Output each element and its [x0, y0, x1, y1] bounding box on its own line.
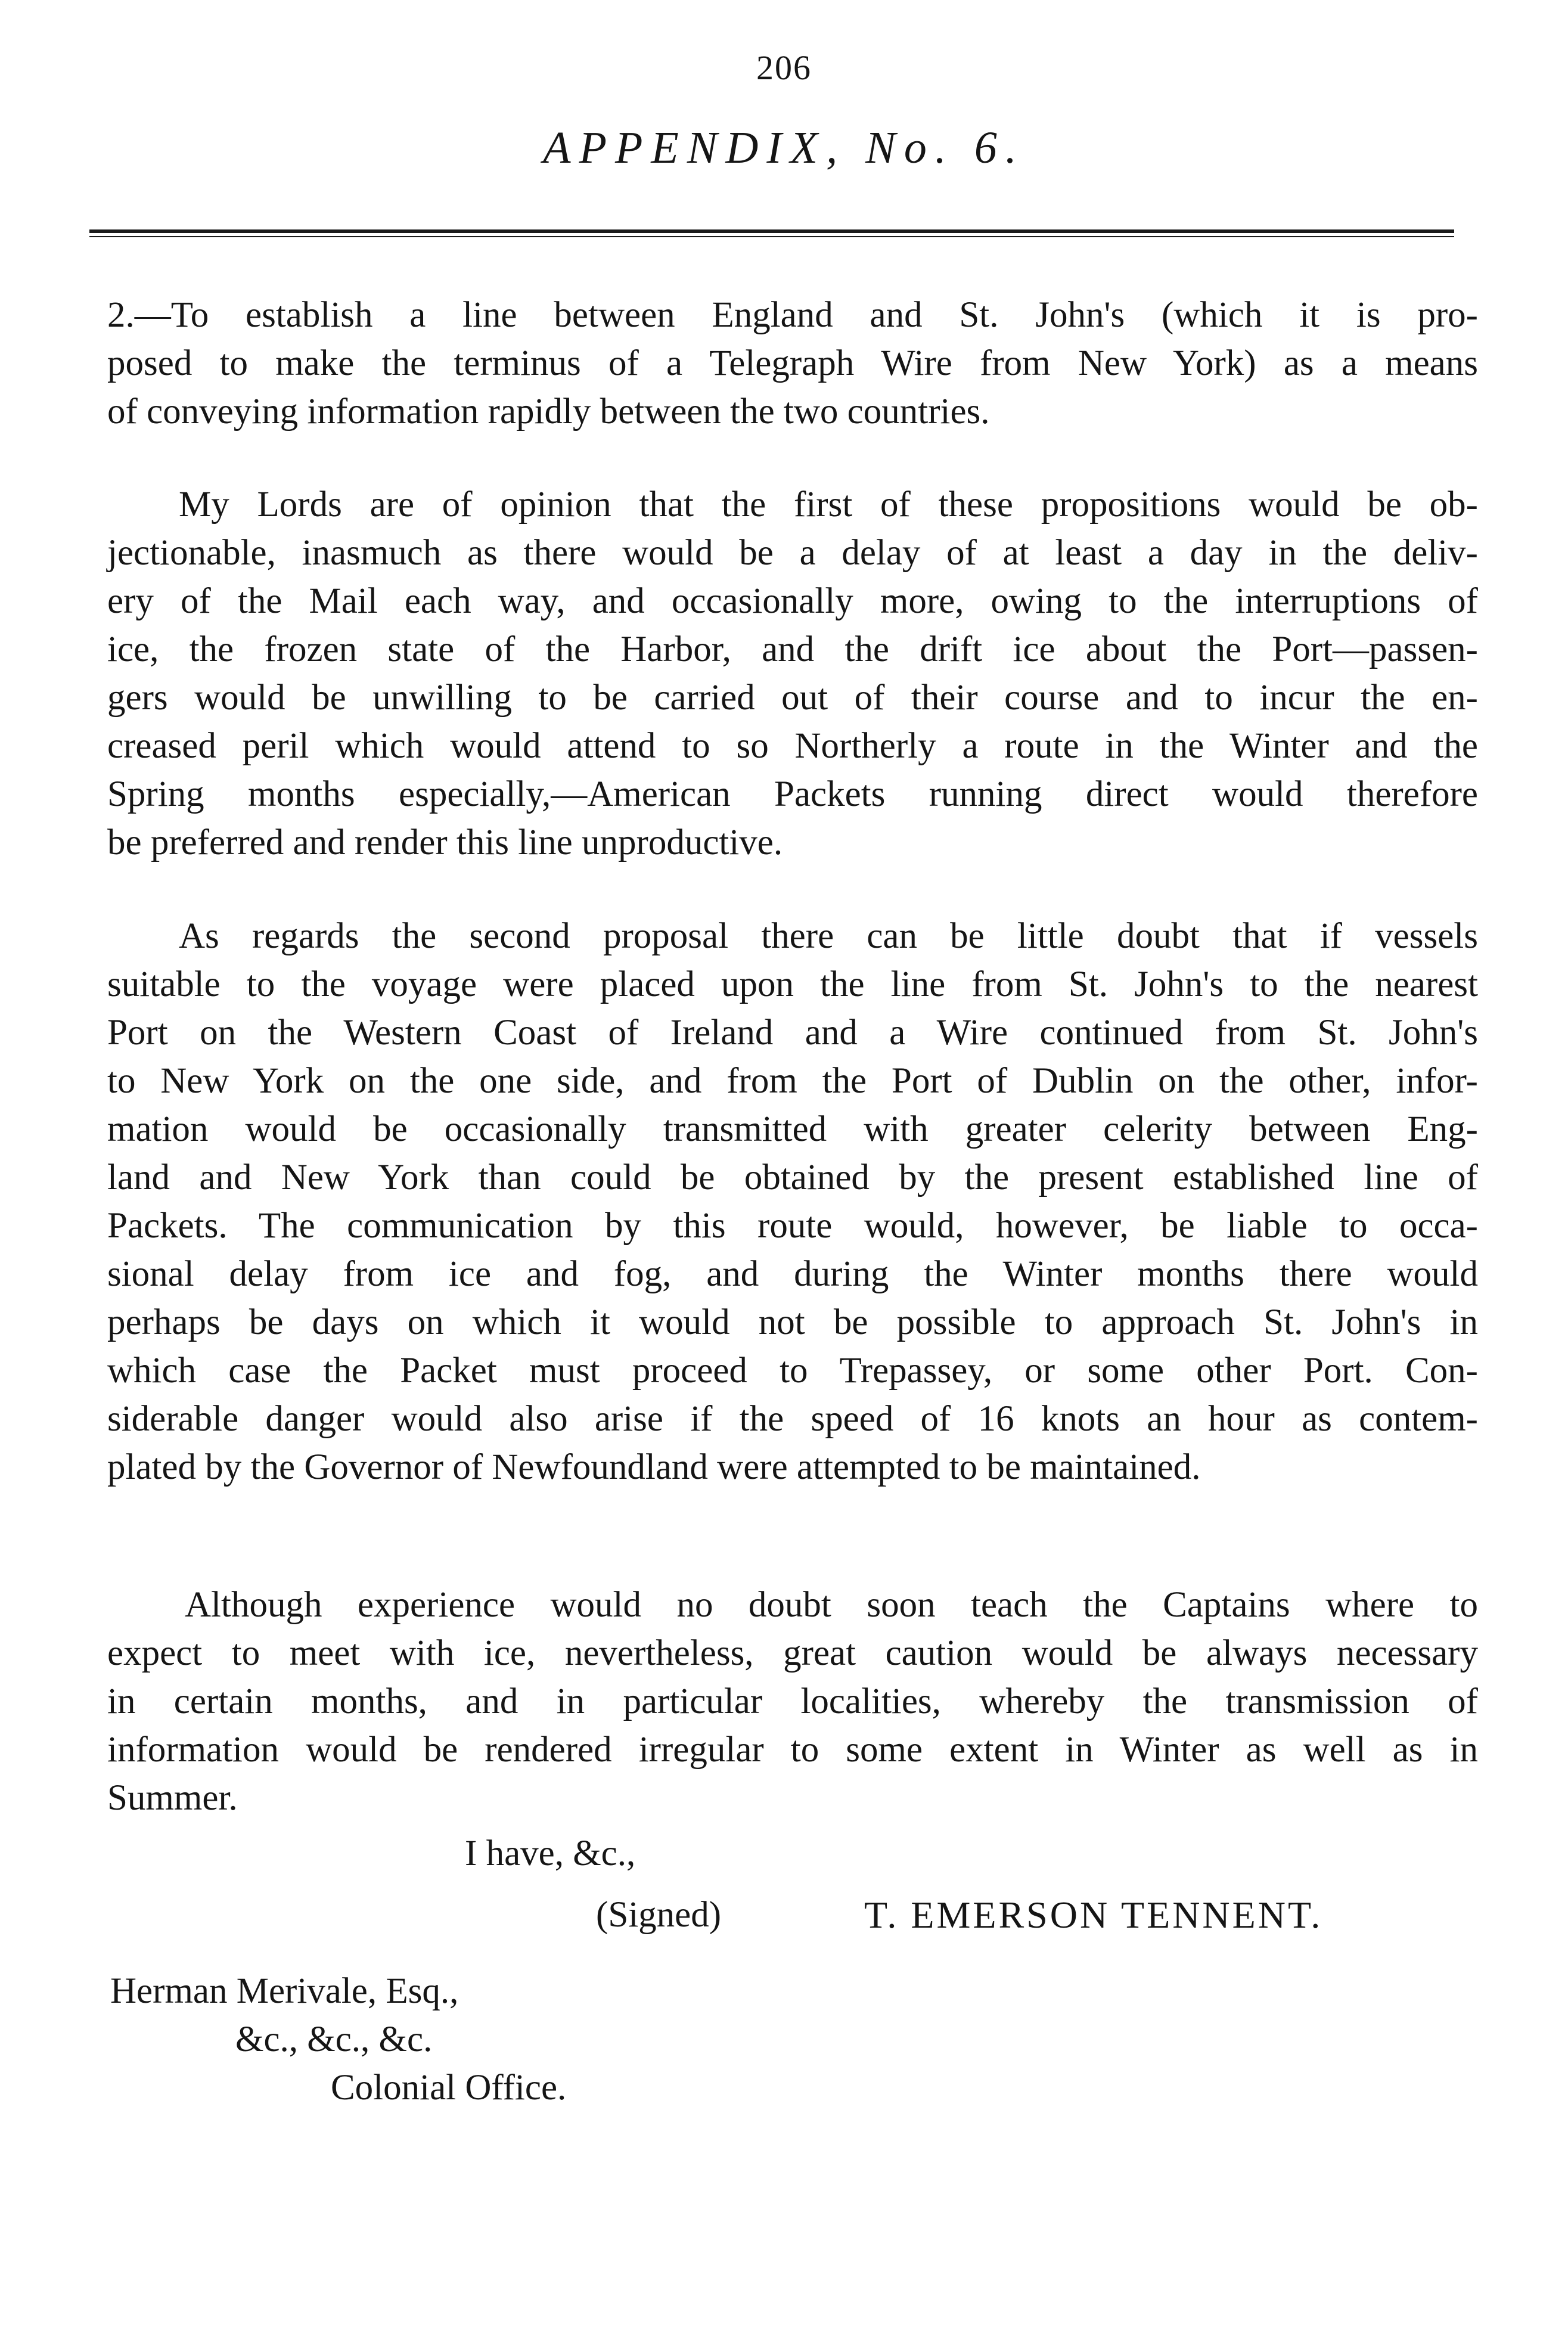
signed-label: (Signed): [596, 1895, 722, 1935]
text-line: suitable to the voyage were placed upon the line from St. John's to the nearest: [107, 964, 1478, 1004]
text-line: jectionable, inasmuch as there would be a delay of at least a day in the deliv-: [107, 533, 1478, 573]
text-line: perhaps be days on which it would not be possible to approach St. John's in: [107, 1302, 1478, 1342]
appendix-title: APPENDIX, No. 6.: [543, 123, 1025, 173]
text-line: ery of the Mail each way, and occasionally more, owing to the interruptions of: [107, 581, 1478, 621]
text-line: Spring months especially,—American Packets running direct would therefore: [107, 774, 1478, 814]
text-line: Port on the Western Coast of Ireland and a Wire continued from St. John's: [107, 1013, 1478, 1053]
addressee-block: [110, 1967, 566, 2112]
text-line: My Lords are of opinion that the first of these propositions would be ob-: [179, 485, 1478, 525]
text-line: Although experience would no doubt soon teach the Captains where to: [185, 1585, 1478, 1625]
text-line: posed to make the terminus of a Telegraph Wire from New York) as a means: [107, 343, 1478, 383]
text-line: which case the Packet must proceed to Trepassey, or some other Port. Con-: [107, 1351, 1478, 1391]
text-line: land and New York than could be obtained by the present established line of: [107, 1158, 1478, 1197]
text-line: mation would be occasionally transmitted with greater celerity between Eng-: [107, 1109, 1478, 1149]
text-line: information would be rendered irregular to some extent in Winter as well as in: [107, 1730, 1478, 1770]
header-rule-thin: [89, 236, 1454, 237]
text-line: sional delay from ice and fog, and during the Winter months there would: [107, 1254, 1478, 1294]
paragraph-3: [107, 912, 1478, 1491]
text-line: be preferred and render this line unproductive.: [107, 823, 783, 862]
header-rule-thick: [89, 229, 1454, 233]
page-number: 206: [756, 48, 812, 87]
addressee-office: Colonial Office.: [331, 2068, 567, 2108]
closing-line: I have, &c.,: [465, 1833, 636, 1873]
text-line: creased peril which would attend to so Northerly a route in the Winter and the: [107, 726, 1478, 766]
text-line: Summer.: [107, 1778, 238, 1818]
text-line: in certain months, and in particular localities, whereby the transmission of: [107, 1681, 1478, 1721]
text-line: gers would be unwilling to be carried out of their course and to incur the en-: [107, 678, 1478, 718]
text-line: expect to meet with ice, nevertheless, great caution would be always necessary: [107, 1633, 1478, 1673]
paragraph-4: [107, 1581, 1478, 1822]
addressee-name: Herman Merivale, Esq.,: [110, 1971, 459, 2011]
text-line: to New York on the one side, and from the Port of Dublin on the other, infor-: [107, 1061, 1478, 1101]
text-line: of conveying information rapidly between the two countries.: [107, 392, 990, 432]
paragraph-1: [107, 291, 1478, 436]
signature: T. EMERSON TENNENT.: [864, 1894, 1323, 1936]
text-line: siderable danger would also arise if the speed of 16 knots an hour as contem-: [107, 1399, 1478, 1439]
addressee-etc: &c., &c., &c.: [235, 2019, 433, 2059]
text-line: Packets. The communication by this route would, however, be liable to occa-: [107, 1206, 1478, 1246]
text-line: As regards the second proposal there can be little doubt that if vessels: [179, 916, 1478, 956]
text-line: plated by the Governor of Newfoundland were attempted to be maintained.: [107, 1447, 1201, 1487]
text-line: ice, the frozen state of the Harbor, and the drift ice about the Port—passen-: [107, 629, 1478, 669]
text-line: 2.—To establish a line between England and St. John's (which it is pro-: [107, 295, 1478, 335]
paragraph-2: [107, 480, 1478, 867]
